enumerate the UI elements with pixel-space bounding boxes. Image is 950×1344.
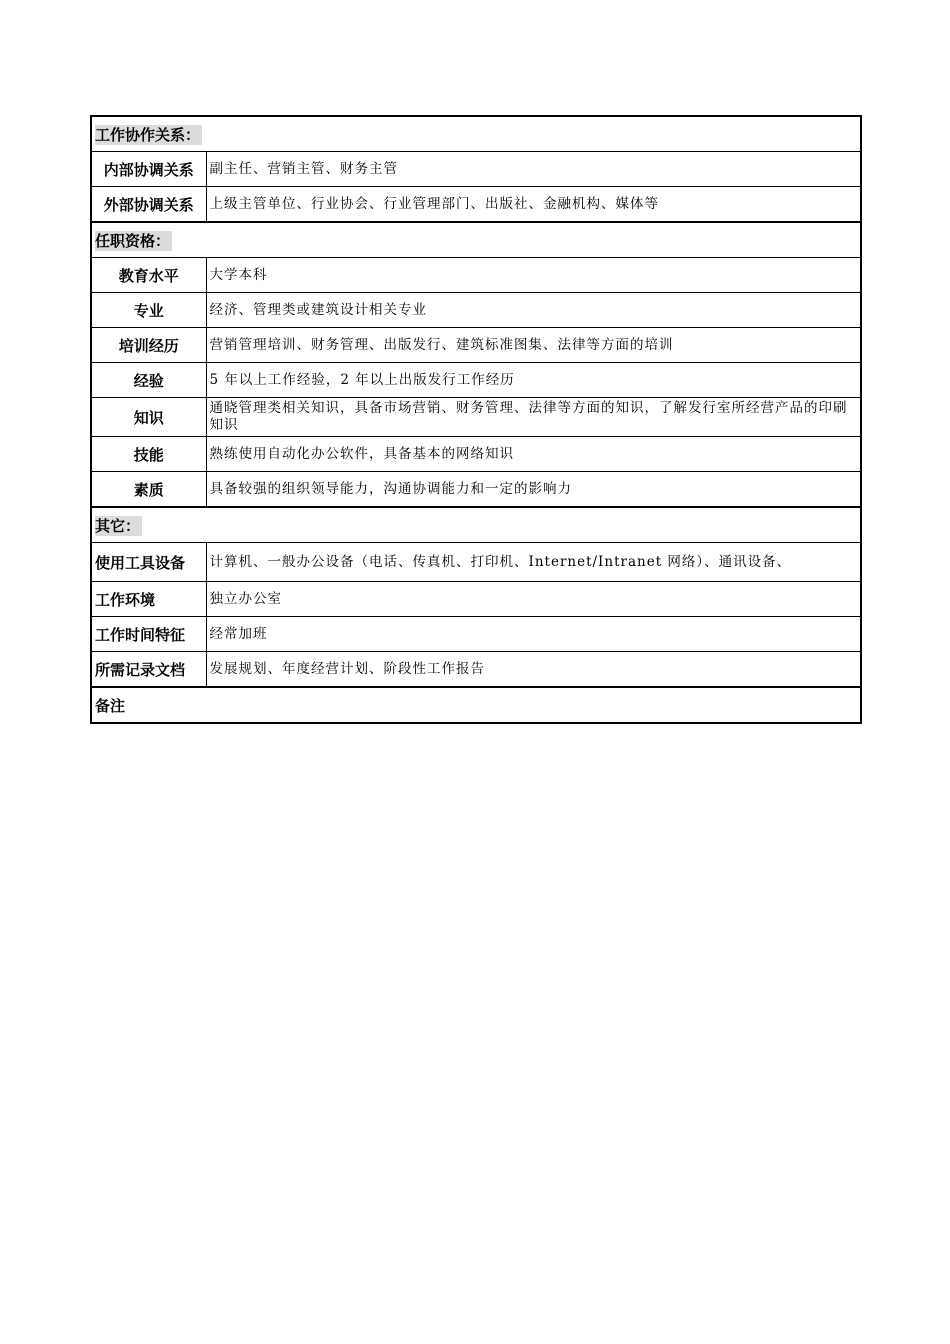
external-coordination-value: 上级主管单位、行业协会、行业管理部门、出版社、金融机构、媒体等 <box>206 187 861 223</box>
section-other-header <box>91 507 861 543</box>
table-row-internal <box>91 152 861 187</box>
section-title-cooperation-text: 工作协作关系： <box>95 125 201 144</box>
internal-coordination-value: 副主任、营销主管、财务主管 <box>206 152 861 187</box>
table-row-experience <box>91 363 861 398</box>
section-cooperation-header <box>91 116 861 152</box>
major-label: 专业 <box>91 293 206 328</box>
section-title-qualifications <box>91 222 861 258</box>
tools-value: 计算机、一般办公设备（电话、传真机、打印机、Internet/Intranet 网络）、通讯设备、 <box>206 543 861 582</box>
internal-coordination-label: 内部协调关系 <box>91 152 206 187</box>
experience-label: 经验 <box>91 363 206 398</box>
training-label: 培训经历 <box>91 328 206 363</box>
section-title-qualifications-text: 任职资格： <box>95 231 171 250</box>
external-coordination-label: 外部协调关系 <box>91 187 206 223</box>
table-row-time <box>91 617 861 652</box>
quality-value: 具备较强的组织领导能力，沟通协调能力和一定的影响力 <box>206 472 861 508</box>
table-row-major <box>91 293 861 328</box>
documents-label: 所需记录文档 <box>91 652 206 688</box>
education-label: 教育水平 <box>91 258 206 293</box>
knowledge-label: 知识 <box>91 398 206 437</box>
section-title-other <box>91 507 861 543</box>
section-title-other-text: 其它： <box>95 516 141 535</box>
work-time-value: 经常加班 <box>206 617 861 652</box>
quality-label: 素质 <box>91 472 206 508</box>
major-value: 经济、管理类或建筑设计相关专业 <box>206 293 861 328</box>
job-description-table <box>90 115 862 724</box>
table-row-training <box>91 328 861 363</box>
table-row-education <box>91 258 861 293</box>
education-value: 大学本科 <box>206 258 861 293</box>
training-value: 营销管理培训、财务管理、出版发行、建筑标准图集、法律等方面的培训 <box>206 328 861 363</box>
environment-label: 工作环境 <box>91 582 206 617</box>
experience-value: 5 年以上工作经验，2 年以上出版发行工作经历 <box>206 363 861 398</box>
table-row-environment <box>91 582 861 617</box>
table-row-skills <box>91 437 861 472</box>
table-row-tools <box>91 543 861 582</box>
work-time-label: 工作时间特征 <box>91 617 206 652</box>
skills-value: 熟练使用自动化办公软件，具备基本的网络知识 <box>206 437 861 472</box>
knowledge-value: 通晓管理类相关知识，具备市场营销、财务管理、法律等方面的知识，了解发行室所经营产品的印刷知识 <box>206 398 861 437</box>
table-row-documents <box>91 652 861 688</box>
section-title-remarks: 备注 <box>91 687 861 723</box>
table-row-quality <box>91 472 861 508</box>
environment-value: 独立办公室 <box>206 582 861 617</box>
section-remarks-header <box>91 687 861 723</box>
skills-label: 技能 <box>91 437 206 472</box>
table-row-external <box>91 187 861 223</box>
section-title-cooperation <box>91 116 861 152</box>
tools-label: 使用工具设备 <box>91 543 206 582</box>
section-qualifications-header <box>91 222 861 258</box>
documents-value: 发展规划、年度经营计划、阶段性工作报告 <box>206 652 861 688</box>
table-row-knowledge <box>91 398 861 437</box>
